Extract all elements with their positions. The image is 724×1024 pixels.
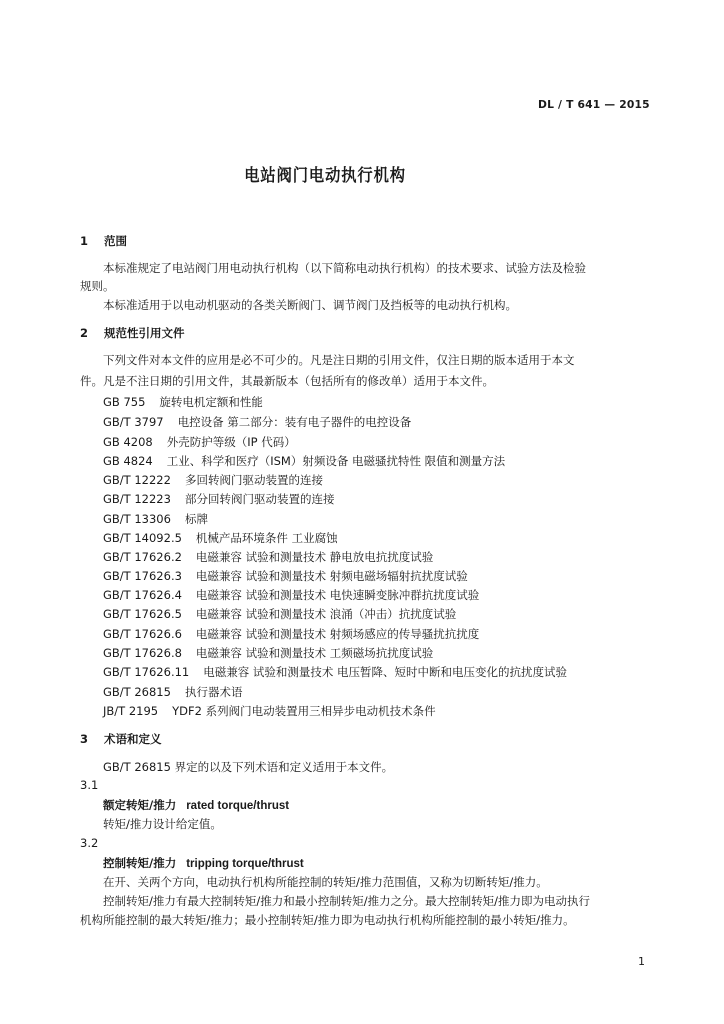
term-english: rated torque/thrust <box>186 800 290 812</box>
reference-code: GB 755 <box>103 395 146 409</box>
reference-title: 外壳防护等级（IP 代码） <box>166 435 296 449</box>
reference-code: GB/T 13306 <box>103 512 171 526</box>
reference-item <box>103 664 567 680</box>
reference-title: 电磁兼容 试验和测量技术 电快速瞬变脉冲群抗扰度试验 <box>195 588 480 602</box>
term-chinese: 控制转矩/推力 <box>103 856 177 870</box>
reference-code: GB/T 3797 <box>103 415 164 429</box>
standard-code-header: DL / T 641 — 2015 <box>538 98 651 111</box>
reference-code: GB/T 17626.4 <box>103 588 182 602</box>
reference-item <box>103 414 411 430</box>
reference-code: GB 4208 <box>103 435 153 449</box>
reference-code: JB/T 2195 <box>103 704 159 718</box>
document-title: 电站阀门电动执行机构 <box>244 166 406 186</box>
reference-title: 电控设备 第二部分：装有电子器件的电控设备 <box>177 415 412 429</box>
reference-item <box>103 606 456 622</box>
reference-title: 电磁兼容 试验和测量技术 工频磁场抗扰度试验 <box>195 646 434 660</box>
reference-title: 旋转电机定额和性能 <box>159 395 263 409</box>
section-number: 1 <box>80 234 89 248</box>
reference-title: 执行器术语 <box>184 685 243 699</box>
reference-item <box>103 626 479 642</box>
reference-item <box>103 472 323 488</box>
reference-code: GB/T 26815 <box>103 685 171 699</box>
reference-item <box>103 434 296 450</box>
reference-title: YDF2 系列阀门电动装置用三相异步电动机技术条件 <box>172 704 436 718</box>
references-intro-line-1: 下列文件对本文件的应用是必不可少的。凡是注日期的引用文件，仅注日期的版本适用于本文 <box>103 353 575 367</box>
reference-title: 工业、科学和医疗（ISM）射频设备 电磁骚扰特性 限值和测量方法 <box>166 454 506 468</box>
term-number: 3.2 <box>80 836 99 850</box>
reference-code: GB/T 17626.2 <box>103 550 182 564</box>
reference-item <box>103 394 263 410</box>
reference-code: GB/T 17626.6 <box>103 627 182 641</box>
terms-intro: GB/T 26815 界定的以及下列术语和定义适用于本文件。 <box>103 760 394 774</box>
reference-code: GB/T 12222 <box>103 473 171 487</box>
reference-code: GB/T 17626.5 <box>103 607 182 621</box>
reference-title: 电磁兼容 试验和测量技术 射频电磁场辐射抗扰度试验 <box>195 569 468 583</box>
section-title: 规范性引用文件 <box>104 326 185 340</box>
reference-item <box>103 703 436 719</box>
term-heading <box>103 797 289 813</box>
reference-title: 标牌 <box>184 512 208 526</box>
term-note-line-2: 机构所能控制的最大转矩/推力；最小控制转矩/推力即为电动执行机构所能控制的最小转矩/推力。 <box>80 913 575 927</box>
section-2-heading <box>80 325 185 341</box>
page-number: 1 <box>638 955 645 968</box>
reference-title: 电磁兼容 试验和测量技术 静电放电抗扰度试验 <box>195 550 434 564</box>
reference-item <box>103 530 338 546</box>
reference-code: GB/T 12223 <box>103 492 171 506</box>
section-1-heading <box>80 233 127 249</box>
reference-item <box>103 491 334 507</box>
reference-code: GB/T 17626.8 <box>103 646 182 660</box>
section-3-heading <box>80 731 162 747</box>
scope-paragraph-2: 本标准适用于以电动机驱动的各类关断阀门、调节阀门及挡板等的电动执行机构。 <box>103 298 517 312</box>
reference-code: GB/T 17626.11 <box>103 665 190 679</box>
term-heading <box>103 855 304 871</box>
reference-item <box>103 453 505 469</box>
term-number: 3.1 <box>80 778 99 792</box>
reference-title: 电磁兼容 试验和测量技术 射频场感应的传导骚扰抗扰度 <box>195 627 480 641</box>
reference-title: 电磁兼容 试验和测量技术 电压暂降、短时中断和电压变化的抗扰度试验 <box>203 665 568 679</box>
reference-title: 部分回转阀门驱动装置的连接 <box>184 492 335 506</box>
reference-item <box>103 511 208 527</box>
reference-code: GB/T 14092.5 <box>103 531 182 545</box>
section-title: 术语和定义 <box>104 732 162 746</box>
term-note-line-1: 控制转矩/推力有最大控制转矩/推力和最小控制转矩/推力之分。最大控制转矩/推力即为电动执行 <box>103 894 590 908</box>
references-intro-line-2: 件。凡是不注日期的引用文件，其最新版本（包括所有的修改单）适用于本文件。 <box>80 374 494 388</box>
term-definition: 转矩/推力设计给定值。 <box>103 817 222 831</box>
reference-title: 多回转阀门驱动装置的连接 <box>184 473 323 487</box>
reference-item <box>103 568 468 584</box>
term-chinese: 额定转矩/推力 <box>103 798 177 812</box>
term-definition: 在开、关两个方向，电动执行机构所能控制的转矩/推力范围值，又称为切断转矩/推力。 <box>103 875 548 889</box>
reference-item <box>103 645 433 661</box>
section-number: 2 <box>80 326 89 340</box>
reference-code: GB 4824 <box>103 454 153 468</box>
term-english: tripping torque/thrust <box>186 858 304 870</box>
scope-paragraph-1-line-1: 本标准规定了电站阀门用电动执行机构（以下简称电动执行机构）的技术要求、试验方法及检验 <box>103 261 586 275</box>
reference-title: 电磁兼容 试验和测量技术 浪涌（冲击）抗扰度试验 <box>195 607 457 621</box>
reference-code: GB/T 17626.3 <box>103 569 182 583</box>
reference-item <box>103 587 479 603</box>
reference-title: 机械产品环境条件 工业腐蚀 <box>195 531 338 545</box>
scope-paragraph-1-line-2: 规则。 <box>80 279 115 293</box>
section-title: 范围 <box>104 234 128 248</box>
reference-item <box>103 549 433 565</box>
reference-item <box>103 684 242 700</box>
section-number: 3 <box>80 732 89 746</box>
